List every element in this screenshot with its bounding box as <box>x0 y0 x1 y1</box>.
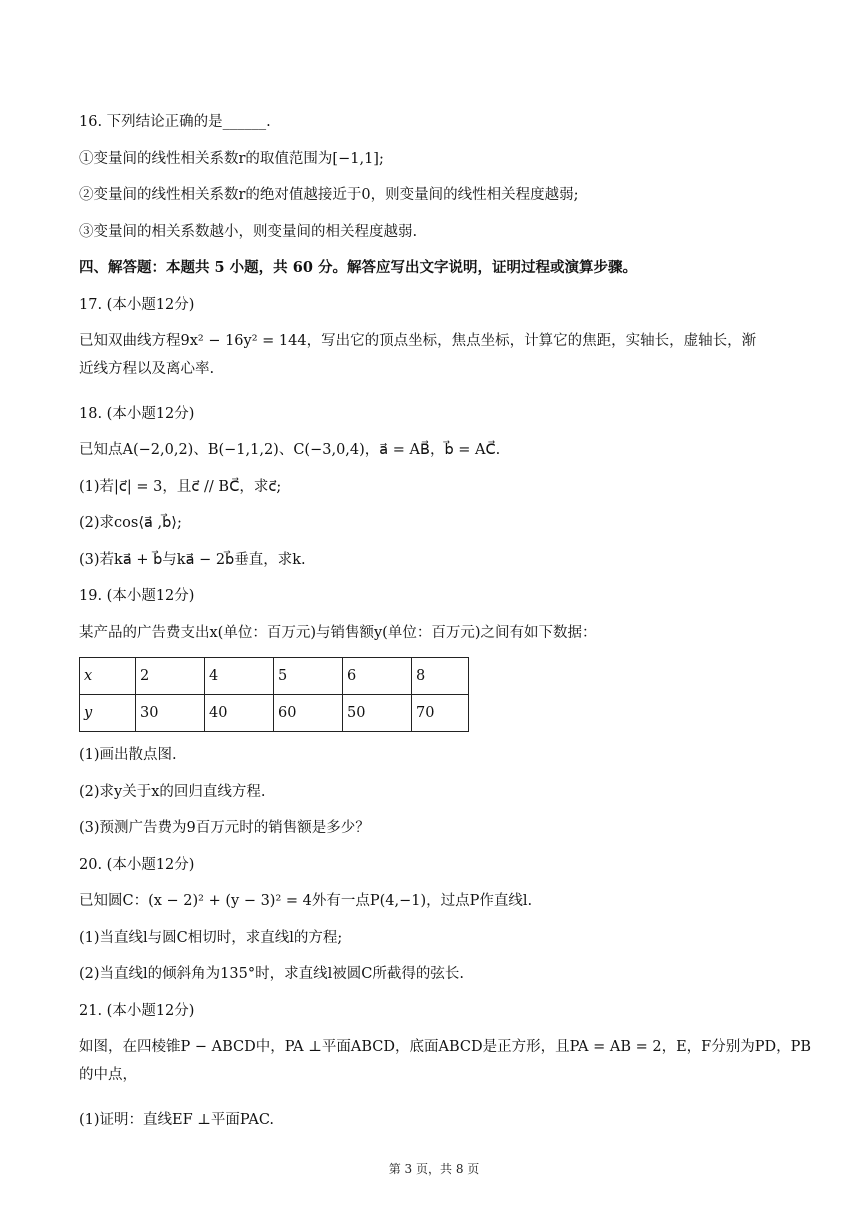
q21-header: 21. (本小题12分) <box>79 1002 195 1019</box>
q21-body <box>79 1037 812 1093</box>
q19-part-3: (3)预测广告费为9百万元时的销售额是多少？ <box>79 820 370 836</box>
table-cell: x <box>80 658 136 695</box>
section-4-heading: 四、解答题：本题共 5 小题，共 60 分。解答应写出文字说明，证明过程或演算步骤。 <box>79 259 637 276</box>
q19-part-1: (1)画出散点图. <box>79 747 177 763</box>
table-cell: y <box>80 695 136 732</box>
q19-body: 某产品的广告费支出x(单位：百万元)与销售额y(单位：百万元)之间有如下数据： <box>79 624 597 641</box>
table-row-y <box>80 695 469 732</box>
table-cell: 4 <box>205 658 274 695</box>
q17-body <box>79 331 791 387</box>
q18-part-2: (2)求cos⟨a⃗ ,b⃗⟩; <box>79 515 182 531</box>
q17-body-line-1: 已知双曲线方程9x² − 16y² = 144，写出它的顶点坐标，焦点坐标，计算它的焦距，实轴长，虚轴长，渐 <box>79 333 757 349</box>
q18-part-3: (3)若ka⃗ + b⃗与ka⃗ − 2b⃗垂直，求k. <box>79 551 306 568</box>
table-cell: 50 <box>343 695 412 732</box>
q16-option-3: ③变量间的相关系数越小，则变量间的相关程度越弱. <box>79 223 418 240</box>
q18-body: 已知点A(−2,0,2)、B(−1,1,2)、C(−3,0,4)，a⃗ = AB⃗，b⃗ = AC⃗. <box>79 442 501 458</box>
q17-header: 17. (本小题12分) <box>79 296 195 313</box>
table-cell: 6 <box>343 658 412 695</box>
page-content <box>79 112 812 1146</box>
q16-option-2: ②变量间的线性相关系数r的绝对值越接近于0，则变量间的线性相关程度越弱; <box>79 187 579 203</box>
q18-part-1: (1)若|c⃗| = 3，且c⃗ // BC⃗，求c⃗; <box>79 478 282 495</box>
q20-part-2: (2)当直线l的倾斜角为135°时，求直线l被圆C所截得的弦长. <box>79 966 464 982</box>
q16-stem: 16. 下列结论正确的是______. <box>79 114 271 130</box>
table-cell: 70 <box>412 695 469 732</box>
q19-header: 19. (本小题12分) <box>79 588 195 604</box>
table-row-x <box>80 658 469 695</box>
page-footer: 第 3 页，共 8 页 <box>388 1162 480 1176</box>
q17-body-line-2: 近线方程以及离心率. <box>79 361 215 377</box>
table-cell: 30 <box>136 695 205 732</box>
q21-body-line-2: 的中点， <box>79 1067 137 1083</box>
q21-part-1: (1)证明：直线EF ⊥平面PAC. <box>79 1111 275 1128</box>
q18-header: 18. (本小题12分) <box>79 405 195 422</box>
q20-part-1: (1)当直线l与圆C相切时，求直线l的方程; <box>79 929 343 946</box>
table-cell: 40 <box>205 695 274 732</box>
q19-part-2: (2)求y关于x的回归直线方程. <box>79 783 266 800</box>
q19-data-table <box>79 657 469 732</box>
table-cell: 8 <box>412 658 469 695</box>
q20-header: 20. (本小题12分) <box>79 856 195 873</box>
q16-option-1: ①变量间的线性相关系数r的取值范围为[−1,1]; <box>79 150 384 167</box>
q21-body-line-1: 如图，在四棱锥P − ABCD中，PA ⊥平面ABCD，底面ABCD是正方形，且PA = AB = 2，E，F分别为PD，PB <box>79 1039 812 1055</box>
table-cell: 2 <box>136 658 205 695</box>
table-cell: 60 <box>274 695 343 732</box>
table-cell: 5 <box>274 658 343 695</box>
q20-body: 已知圆C：(x − 2)² + (y − 3)² = 4外有一点P(4,−1)，过点P作直线l. <box>79 893 533 909</box>
